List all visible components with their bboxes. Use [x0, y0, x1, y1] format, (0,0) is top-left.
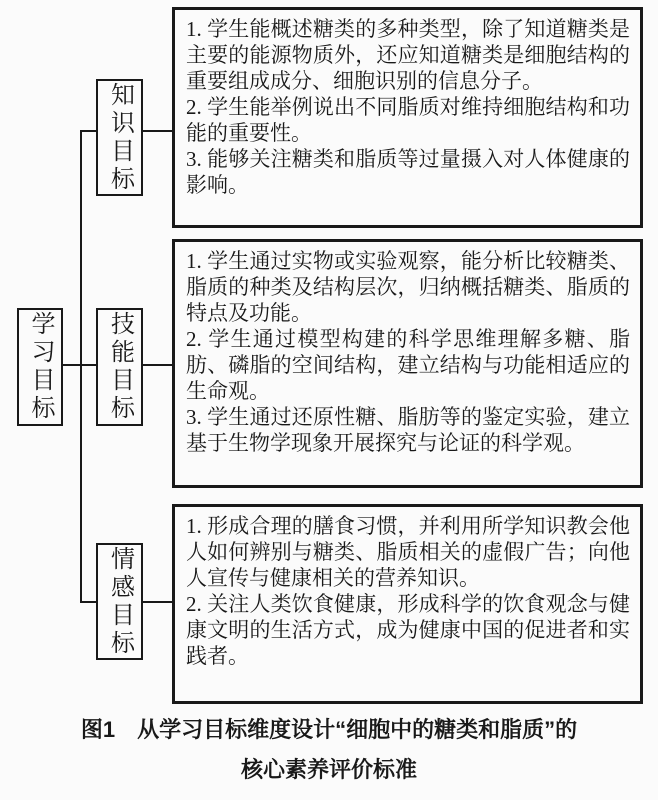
objective-item: 3. 学生通过还原性糖、脂肪等的鉴定实验，建立基于生物学现象开展探究与论证的科学观。 [186, 405, 630, 455]
branch-node-emotion-label: 情感目标 [106, 545, 133, 658]
objective-item: 2. 学生能举例说出不同脂质对维持细胞结构和功能的重要性。 [186, 95, 630, 145]
objective-item: 1. 形成合理的膳食习惯，并利用所学知识教会他人如何辨别与糖类、脂质相关的虚假广告；向他人宣传与健康相关的营养知识。 [186, 514, 630, 590]
branch-node-knowledge-label: 知识目标 [106, 81, 133, 194]
connector-trunk-skill [80, 364, 97, 366]
detail-box-emotion [172, 504, 643, 704]
connector-skill-detail [142, 364, 173, 366]
figure-caption-line2: 核心素养评价标准 [240, 757, 417, 782]
root-node-learning-objectives [17, 308, 63, 426]
connector-trunk-knowledge [80, 130, 97, 132]
detail-box-skill [172, 239, 643, 488]
connector-knowledge-detail [142, 130, 173, 132]
connector-trunk-emotion [80, 601, 97, 603]
connector-trunk [80, 130, 82, 603]
branch-node-emotion [96, 543, 143, 660]
branch-node-skill [96, 308, 143, 426]
objective-item: 3. 能够关注糖类和脂质等过量摄入对人体健康的影响。 [186, 147, 630, 197]
objective-item: 1. 学生通过实物或实验观察，能分析比较糖类、脂质的种类及结构层次，归纳概括糖类、脂质的特点及功能。 [186, 249, 630, 325]
branch-node-skill-label: 技能目标 [106, 311, 133, 423]
branch-node-knowledge [96, 79, 143, 196]
objective-item: 2. 学生通过模型构建的科学思维理解多糖、脂肪、磷脂的空间结构，建立结构与功能相适应的生命观。 [186, 327, 630, 403]
objective-item: 1. 学生能概述糖类的多种类型，除了知道糖类是主要的能源物质外，还应知道糖类是细胞结构的重要组成成分、细胞识别的信息分子。 [186, 17, 630, 93]
root-node-label: 学习目标 [27, 311, 53, 423]
figure-caption [0, 716, 658, 784]
objective-item: 2. 关注人类饮食健康，形成科学的饮食观念与健康文明的生活方式，成为健康中国的促进者和实践者。 [186, 592, 630, 668]
detail-box-knowledge [172, 7, 643, 228]
figure-caption-line1: 图1 从学习目标维度设计“细胞中的糖类和脂质”的 [80, 717, 578, 742]
connector-emotion-detail [142, 601, 173, 603]
connector-root-to-trunk [62, 364, 81, 366]
